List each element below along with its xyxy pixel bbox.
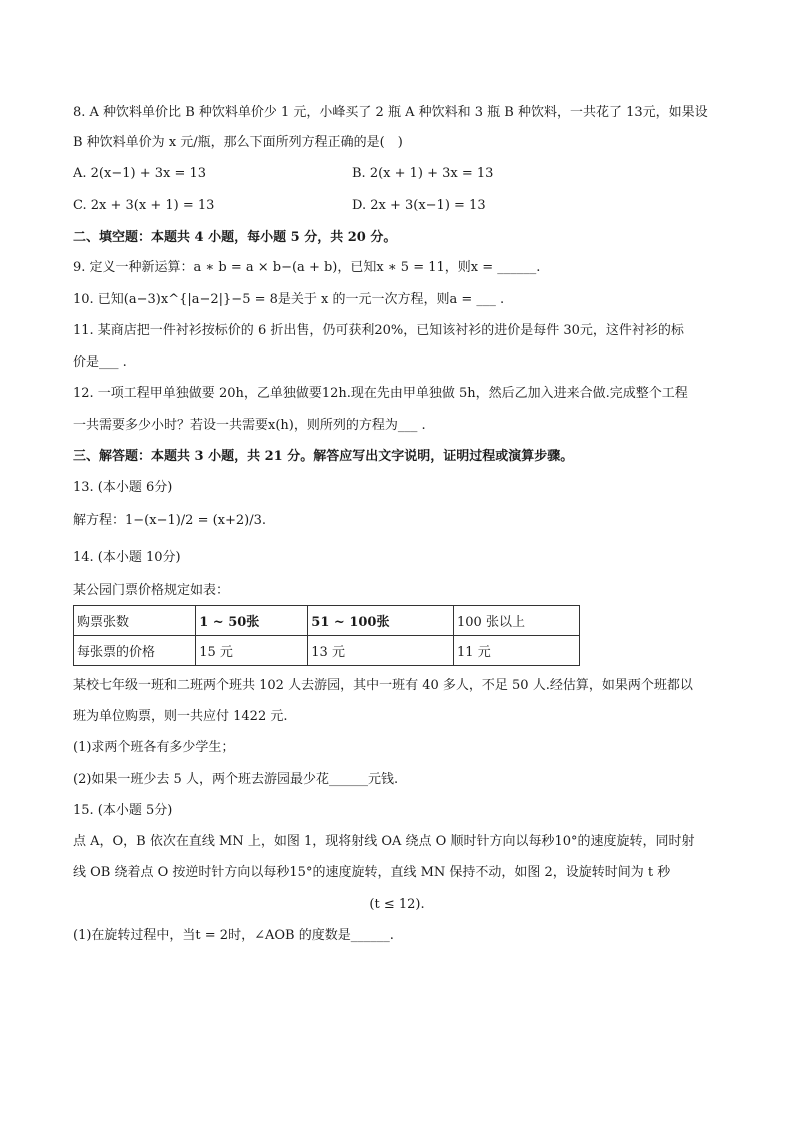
q14-sub2: (2)如果一班少去 5 人，两个班去游园最少花______元钱. [73, 772, 399, 787]
q14-para1: 某校七年级一班和二班两个班共 102 人去游园，其中一班有 40 多人，不足 50 人.经估算，如果两个班都以 [73, 678, 693, 693]
table-cell: 11 元 [454, 636, 580, 666]
section2-heading: 二、填空题：本题共 4 小题，每小题 5 分，共 20 分。 [73, 230, 397, 245]
ticket-price-table [73, 605, 580, 666]
q15-sub1: (1)在旋转过程中，当t = 2时，∠AOB 的度数是______. [73, 928, 394, 943]
table-cell: 100 张以上 [454, 606, 580, 636]
q14-sub1: (1)求两个班各有多少学生； [73, 740, 235, 755]
table-row [74, 606, 580, 636]
q12-line1: 12. 一项工程甲单独做要 20h，乙单独做要12h.现在先由甲单独做 5h，然后乙加入进来合做.完成整个工程 [73, 386, 688, 401]
q15-header: 15. (本小题 5分) [73, 803, 173, 818]
table-row [74, 636, 580, 666]
q11-line1: 11. 某商店把一件衬衫按标价的 6 折出售，仍可获利20%，已知该衬衫的进价是每件 30元，这件衬衫的标 [73, 323, 684, 338]
q8-option-a: A. 2(x−1) + 3x = 13 [73, 166, 207, 181]
q13-header: 13. (本小题 6分) [73, 480, 173, 495]
section3-heading: 三、解答题：本题共 3 小题，共 21 分。解答应写出文字说明，证明过程或演算步骤。 [73, 449, 574, 464]
table-cell: 15 元 [196, 636, 308, 666]
table-cell: 13 元 [308, 636, 454, 666]
q8-line1: 8. A 种饮料单价比 B 种饮料单价少 1 元，小峰买了 2 瓶 A 种饮料和 3 瓶 B 种饮料，一共花了 13元，如果设 [73, 105, 708, 120]
q14-intro: 某公园门票价格规定如表： [73, 583, 230, 598]
table-cell: 51 ~ 100张 [308, 606, 454, 636]
q9: 9. 定义一种新运算：a ∗ b = a × b−(a + b)，已知x ∗ 5 = 11，则x = ______. [73, 260, 541, 275]
q12-line2: 一共需要多少小时？若设一共需要x(h)，则所列的方程为___ . [73, 418, 426, 433]
q8-option-c: C. 2x + 3(x + 1) = 13 [73, 198, 215, 213]
table-cell: 1 ~ 50张 [196, 606, 308, 636]
q14-header: 14. (本小题 10分) [73, 550, 181, 565]
q8-option-d: D. 2x + 3(x−1) = 13 [352, 198, 486, 213]
q15-line2: 线 OB 绕着点 O 按逆时针方向以每秒15°的速度旋转，直线 MN 保持不动，如图 2，设旋转时间为 t 秒 [73, 865, 671, 880]
q11-line2: 价是___ . [73, 355, 127, 370]
table-cell: 购票张数 [74, 606, 196, 636]
q8-option-b: B. 2(x + 1) + 3x = 13 [352, 166, 494, 181]
q8-line2: B 种饮料单价为 x 元/瓶，那么下面所列方程正确的是( ) [73, 135, 403, 150]
q15-line1: 点 A，O，B 依次在直线 MN 上，如图 1，现将射线 OA 绕点 O 顺时针方向以每秒10°的速度旋转，同时射 [73, 834, 695, 849]
q14-para2: 班为单位购票，则一共应付 1422 元. [73, 709, 288, 724]
q15-line3: (t ≤ 12). [369, 897, 425, 912]
q10: 10. 已知(a−3)x^{|a−2|}−5 = 8是关于 x 的一元一次方程，则a = ___ . [73, 292, 505, 307]
q13-body: 解方程：1−(x−1)/2 = (x+2)/3. [73, 513, 267, 528]
table-cell: 每张票的价格 [74, 636, 196, 666]
